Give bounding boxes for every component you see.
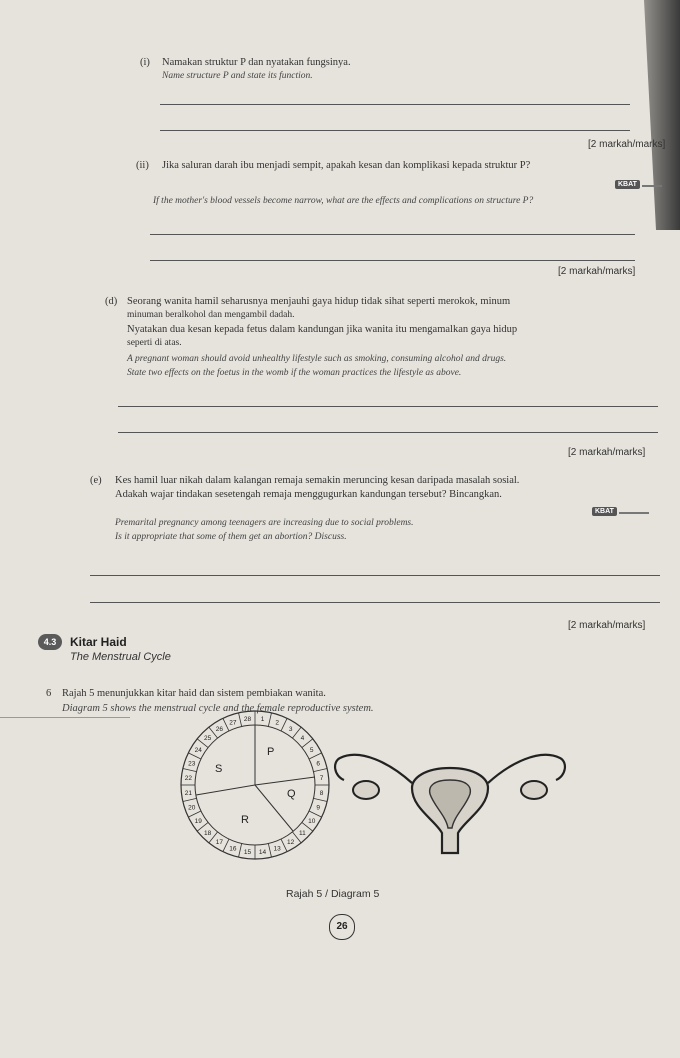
marks-label: [2 markah/marks] <box>558 266 636 277</box>
day-number-label: 24 <box>194 746 202 754</box>
question-e-english-line1: Premarital pregnancy among teenagers are increasing due to social problems. <box>115 518 414 528</box>
day-tick <box>268 843 271 857</box>
phase-divider <box>255 777 315 785</box>
question-6-english: Diagram 5 shows the menstrual cycle and the female reproductive system. <box>62 703 374 714</box>
answer-line[interactable] <box>150 260 635 261</box>
left-ovary <box>353 781 379 799</box>
cycle-region-r: R <box>241 814 249 826</box>
right-fallopian-tube <box>488 755 565 783</box>
day-number-label: 14 <box>258 849 267 857</box>
question-d-english-line1: A pregnant woman should avoid unhealthy lifestyle such as smoking, consuming alcohol and drugs. <box>127 354 507 364</box>
answer-line[interactable] <box>160 130 630 131</box>
question-d-malay-line3: Nyatakan dua kesan kepada fetus dalam kandungan jika wanita itu mengamalkan gaya hidup <box>127 324 518 335</box>
day-number-label: 23 <box>188 760 196 768</box>
question-ci-english: Name structure P and state its function. <box>162 71 313 81</box>
day-tick <box>313 769 327 772</box>
day-number-label: 18 <box>204 829 212 837</box>
answer-line[interactable] <box>150 234 635 235</box>
page-number: 26 <box>329 914 355 940</box>
day-tick <box>188 811 201 817</box>
day-tick <box>223 718 229 731</box>
menstrual-cycle-diagram <box>175 705 335 865</box>
answer-line[interactable] <box>118 406 658 407</box>
day-tick <box>281 718 287 731</box>
marks-label: [2 markah/marks] <box>588 139 666 150</box>
cycle-region-p: P <box>267 746 275 758</box>
question-d-number: (d) <box>105 296 118 307</box>
day-number-label: 22 <box>184 774 193 782</box>
day-number-label: 15 <box>243 849 252 857</box>
day-number-label: 21 <box>184 790 193 798</box>
kbat-badge-tail <box>642 185 662 187</box>
day-number-label: 16 <box>229 845 237 853</box>
page-fold-shadow <box>620 0 680 230</box>
day-number-label: 4 <box>300 735 305 743</box>
kbat-badge-tail <box>619 512 649 514</box>
day-tick <box>309 811 322 817</box>
day-number-label: 27 <box>229 719 237 727</box>
question-e-number: (e) <box>90 475 102 486</box>
question-6-number: 6 <box>46 688 52 699</box>
day-tick <box>183 798 197 801</box>
day-number-label: 1 <box>260 715 265 723</box>
day-tick <box>223 839 229 852</box>
marks-label: [2 markah/marks] <box>568 620 646 631</box>
section-subtitle: The Menstrual Cycle <box>70 651 171 663</box>
female-reproductive-system-diagram <box>330 728 570 858</box>
day-number-label: 9 <box>316 804 321 812</box>
answer-line[interactable] <box>160 104 630 105</box>
day-number-label: 26 <box>215 725 223 733</box>
day-tick <box>183 769 197 772</box>
page-edge-line <box>0 717 130 718</box>
day-number-label: 6 <box>316 760 321 768</box>
phase-divider <box>196 785 255 795</box>
question-cii-number: (ii) <box>136 160 149 171</box>
question-cii-malay: Jika saluran darah ibu menjadi sempit, apakah kesan dan komplikasi kepada struktur P? <box>162 160 531 171</box>
kbat-badge: KBAT <box>592 507 617 516</box>
question-d-malay-line2: minuman beralkohol dan mengambil dadah. <box>127 310 295 320</box>
day-number-label: 11 <box>299 829 306 837</box>
question-d-malay-line1: Seorang wanita hamil seharusnya menjauhi gaya hidup tidak sihat seperti merokok, minum <box>127 296 511 307</box>
day-tick <box>268 713 271 727</box>
day-number-label: 20 <box>188 804 196 812</box>
day-labels <box>185 716 324 856</box>
day-number-label: 12 <box>287 839 295 847</box>
day-number-label: 8 <box>319 790 324 798</box>
left-fallopian-tube <box>335 755 412 783</box>
question-cii-english: If the mother's blood vessels become narrow, what are the effects and complications on structure P? <box>153 196 534 206</box>
day-tick <box>313 798 327 801</box>
question-d-english-line2: State two effects on the foetus in the womb if the woman practices the lifestyle as above. <box>127 368 462 378</box>
question-ci-number: (i) <box>140 57 150 68</box>
day-tick <box>239 843 242 857</box>
day-number-label: 17 <box>215 839 223 847</box>
section-title: Kitar Haid <box>70 635 127 649</box>
day-number-label: 2 <box>275 719 279 727</box>
day-number-label: 13 <box>273 845 281 853</box>
marks-label: [2 markah/marks] <box>568 447 646 458</box>
question-e-malay-line2: Adakah wajar tindakan sesetengah remaja menggugurkan kandungan tersebut? Bincangkan. <box>115 489 502 500</box>
answer-line[interactable] <box>90 602 660 603</box>
diagram-caption: Rajah 5 / Diagram 5 <box>286 888 380 900</box>
day-number-label: 5 <box>309 746 314 754</box>
day-number-label: 10 <box>308 818 316 826</box>
question-d-malay-line4: seperti di atas. <box>127 338 182 348</box>
section-number-badge: 4.3 <box>38 634 62 650</box>
right-ovary <box>521 781 547 799</box>
question-6-malay: Rajah 5 menunjukkan kitar haid dan sistem pembiakan wanita. <box>62 688 326 699</box>
day-number-label: 19 <box>194 818 202 826</box>
day-tick <box>239 713 242 727</box>
question-e-english-line2: Is it appropriate that some of them get an abortion? Discuss. <box>115 532 347 542</box>
day-number-label: 3 <box>288 725 293 733</box>
day-number-label: 7 <box>319 774 324 782</box>
question-e-malay-line1: Kes hamil luar nikah dalam kalangan remaja semakin meruncing kesan daripada masalah sosial. <box>115 475 520 486</box>
question-ci-malay: Namakan struktur P dan nyatakan fungsinya. <box>162 57 351 68</box>
cycle-region-s: S <box>215 763 223 775</box>
cycle-region-q: Q <box>287 788 296 800</box>
day-number-label: 28 <box>243 715 252 723</box>
kbat-badge: KBAT <box>615 180 640 189</box>
answer-line[interactable] <box>90 575 660 576</box>
day-number-label: 25 <box>204 735 212 743</box>
answer-line[interactable] <box>118 432 658 433</box>
